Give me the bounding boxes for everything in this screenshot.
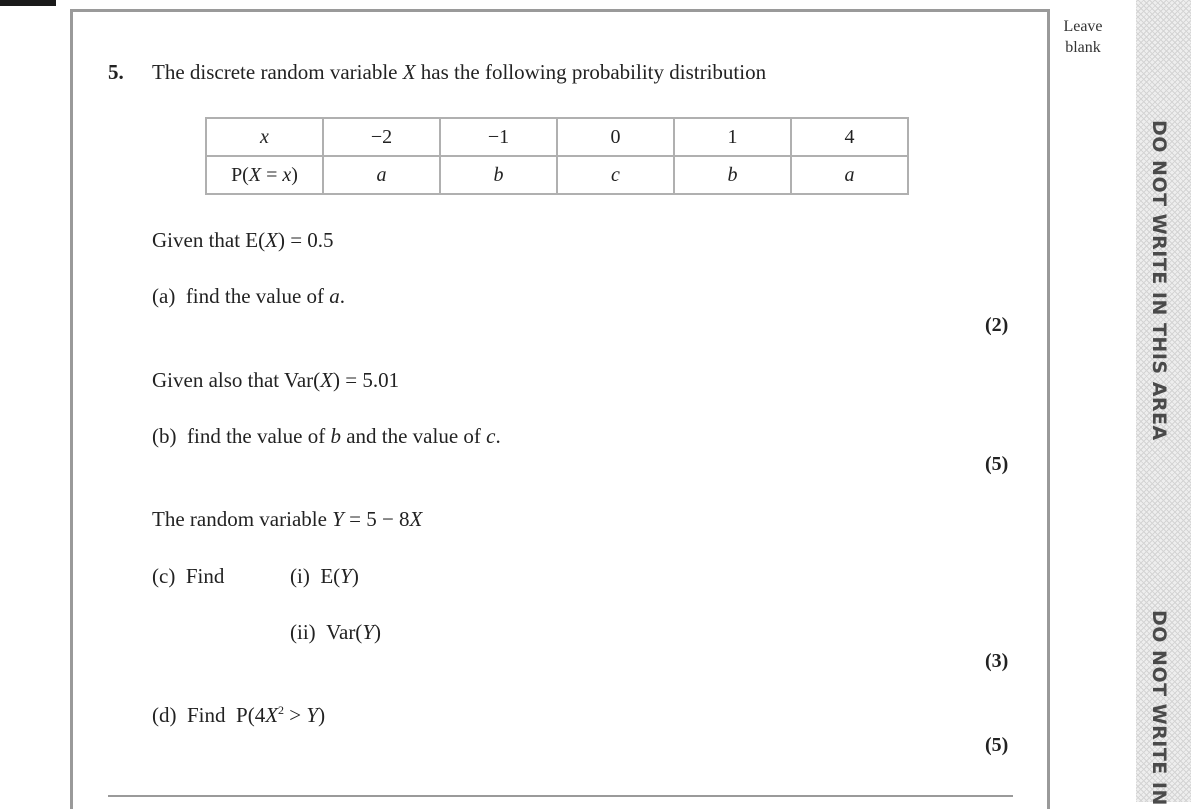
part-c-i (290, 564, 359, 589)
table-cell: a (323, 156, 440, 194)
question-intro (152, 60, 766, 85)
part-c-ii-label: (ii) (290, 620, 316, 644)
part-c-i-label: (i) (290, 564, 310, 588)
intro-var: X (402, 60, 416, 84)
table-cell: b (674, 156, 791, 194)
do-not-write-warning-2: DO NOT WRITE IN (1148, 610, 1170, 806)
table-row-x (206, 118, 908, 156)
question-number: 5. (108, 60, 124, 84)
given1-var: X (265, 228, 278, 252)
part-d-text: Find (187, 703, 226, 727)
rv-var2: X (409, 507, 423, 531)
table-cell: 0 (557, 118, 674, 156)
rv-mid: = 5 − 8 (343, 507, 410, 531)
table-cell: 1 (674, 118, 791, 156)
table-cell: 4 (791, 118, 908, 156)
part-c-text: Find (185, 564, 225, 588)
part-a (152, 284, 345, 309)
random-variable-y (152, 507, 422, 532)
rv-pre: The random variable (152, 507, 333, 531)
p-var: X (248, 163, 262, 186)
bottom-rule (108, 795, 1013, 797)
part-b-mid: and the value of (340, 424, 487, 448)
distribution-table (205, 117, 909, 195)
part-d-var1: X (265, 703, 279, 727)
table-header-p (206, 156, 323, 194)
rv-var1: Y (332, 507, 344, 531)
part-c-i-post: ) (351, 564, 359, 588)
part-b-var2: c (486, 424, 496, 448)
table-cell: a (791, 156, 908, 194)
part-d (152, 703, 325, 728)
given-variance (152, 368, 399, 393)
part-a-marks: (2) (985, 314, 1009, 336)
p-pre: P( (231, 163, 249, 186)
table-header-x: x (206, 118, 323, 156)
table-cell: −2 (323, 118, 440, 156)
part-d-mid: > (284, 703, 307, 727)
given1-post: ) = 0.5 (277, 228, 334, 252)
do-not-write-warning: DO NOT WRITE IN THIS AREA (1148, 120, 1170, 441)
part-d-sup: 2 (278, 703, 285, 717)
part-a-label: (a) (152, 284, 176, 308)
part-c-ii-var: Y (362, 620, 374, 644)
intro-text-pre: The discrete random variable (152, 60, 403, 84)
part-d-label: (d) (152, 703, 177, 727)
p-post: ) (291, 163, 298, 186)
given2-var: X (320, 368, 333, 392)
table-cell: c (557, 156, 674, 194)
part-c-ii-post: ) (374, 620, 381, 644)
part-b-label: (b) (152, 424, 177, 448)
leave-blank-line-2: blank (1065, 39, 1101, 56)
part-d-expr-pre: P(4 (236, 703, 266, 727)
part-c-ii (290, 620, 381, 645)
p-mid: = (261, 163, 283, 186)
table-cell: b (440, 156, 557, 194)
part-d-var2: Y (306, 703, 319, 727)
p-var2: x (282, 163, 292, 186)
part-c-i-pre: E( (320, 564, 341, 588)
part-c (152, 564, 224, 589)
leave-blank-label (1055, 16, 1111, 58)
intro-text-post: has the following probability distribution (415, 60, 767, 84)
given1-pre: Given that E( (152, 228, 266, 252)
part-b-marks: (5) (985, 453, 1009, 475)
part-a-var: a (329, 284, 340, 308)
corner-mark (0, 0, 56, 6)
part-b (152, 424, 501, 449)
table-row-p (206, 156, 908, 194)
part-c-i-var: Y (340, 564, 352, 588)
part-b-post: . (495, 424, 501, 448)
given2-post: ) = 5.01 (332, 368, 400, 392)
given-expectation (152, 228, 334, 253)
part-b-text: find the value of (187, 424, 331, 448)
part-a-text: find the value of (185, 284, 330, 308)
leave-blank-line-1: Leave (1063, 18, 1103, 35)
part-c-ii-pre: Var( (326, 620, 363, 644)
part-d-post: ) (318, 703, 326, 727)
part-b-var1: b (330, 424, 341, 448)
table-cell: −1 (440, 118, 557, 156)
part-a-post: . (339, 284, 346, 308)
part-c-marks: (3) (985, 650, 1009, 672)
part-d-marks: (5) (985, 734, 1009, 756)
part-c-label: (c) (152, 564, 176, 588)
given2-pre: Given also that Var( (152, 368, 321, 392)
